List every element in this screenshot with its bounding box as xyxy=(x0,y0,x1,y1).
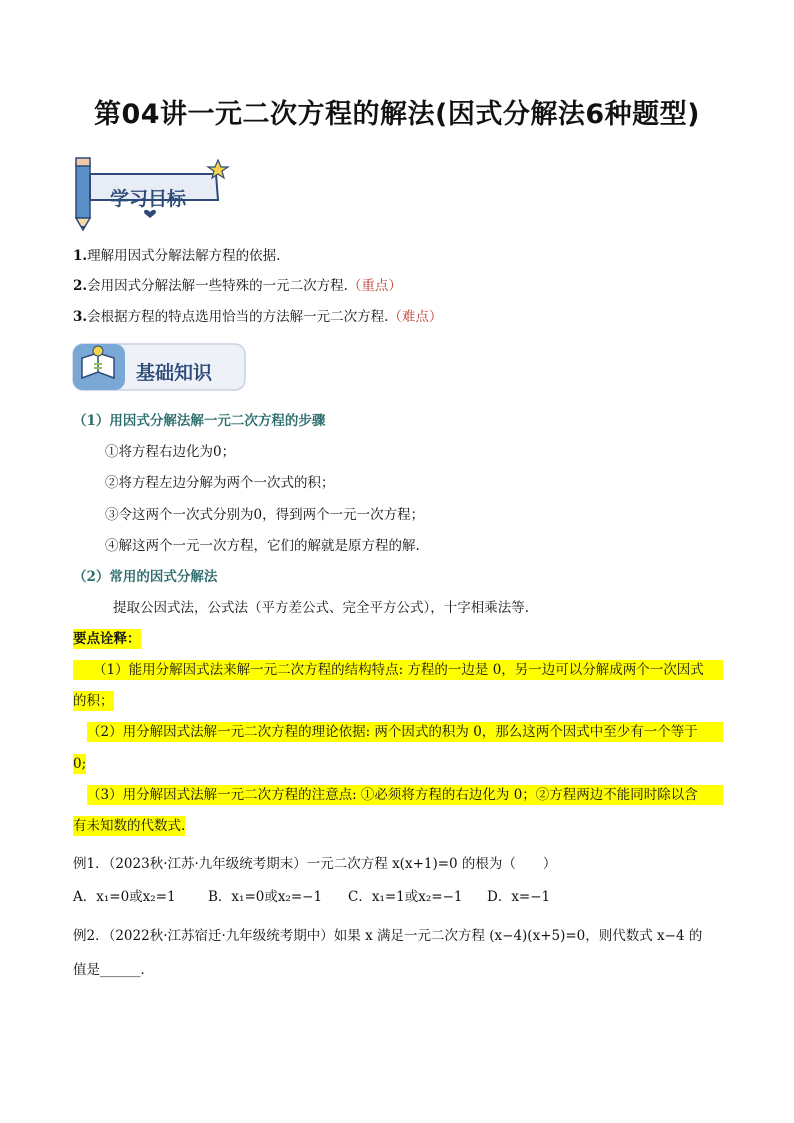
example-2-answer-line: 值是______． xyxy=(73,962,154,978)
step-4: ④解这两个一元一次方程，它们的解就是原方程的解. xyxy=(105,538,420,554)
step-1: ①将方程右边化为0； xyxy=(105,444,236,460)
notes-title: 要点诠释： xyxy=(73,631,141,647)
note-3a: （3）用分解因式法解一元二次方程的注意点: ①必须将方程的右边化为 0；②方程两边不能同时除以含 xyxy=(87,785,723,805)
page-title: 第04讲一元二次方程的解法(因式分解法6种题型) xyxy=(93,99,701,130)
step-2: ②将方程左边分解为两个一次式的积； xyxy=(105,475,335,491)
note-1a: （1）能用分解因式法来解一元二次方程的结构特点: 方程的一边是 0，另一边可以分解成两个一次因式 xyxy=(73,660,723,680)
goal-item-2: 2.会用因式分解法解一些特殊的一元二次方程.（重点） xyxy=(73,278,402,294)
note-2b: 0; xyxy=(73,756,87,772)
example-1-option-d: D．x=−1 xyxy=(487,889,551,905)
note-1b: 的积； xyxy=(73,693,114,709)
step-3: ③令这两个一次式分别为0，得到两个一元一次方程； xyxy=(105,507,425,523)
example-1: 例1．（2023秋·江苏·九年级统考期末）一元二次方程 x(x+1)=0 的根为（ ） xyxy=(73,856,557,872)
note-3b: 有未知数的代数式. xyxy=(73,818,186,834)
example-2: 例2．（2022秋·江苏宿迁·九年级统考期中）如果 x 满足一元二次方程 (x−4)(x+5)=0，则代数式 x−4 的 xyxy=(73,928,703,944)
learning-goals-title: 学习目标 xyxy=(110,188,187,210)
key-point-tag: （重点） xyxy=(347,278,402,294)
difficulty-tag: （难点） xyxy=(388,309,443,325)
example-1-option-a: A．x₁=0或x₂=1 xyxy=(73,889,176,905)
example-1-option-c: C．x₁=1或x₂=−1 xyxy=(348,889,463,905)
note-2a: （2）用分解因式法解一元二次方程的理论依据: 两个因式的积为 0，那么这两个因式中至少有一个等于 xyxy=(87,722,723,742)
example-1-option-b: B．x₁=0或x₂=−1 xyxy=(208,889,323,905)
section2-title: （2）常用的因式分解法 xyxy=(73,569,218,585)
goal-item-1: 1.理解用因式分解法解方程的依据. xyxy=(73,248,281,264)
section1-title: （1）用因式分解法解一元二次方程的步骤 xyxy=(73,413,326,429)
goal-item-3: 3.会根据方程的特点选用恰当的方法解一元二次方程.（难点） xyxy=(73,309,443,325)
section2-text: 提取公因式法，公式法（平方差公式、完全平方公式），十字相乘法等. xyxy=(113,600,530,616)
basic-knowledge-title: 基础知识 xyxy=(136,362,213,384)
